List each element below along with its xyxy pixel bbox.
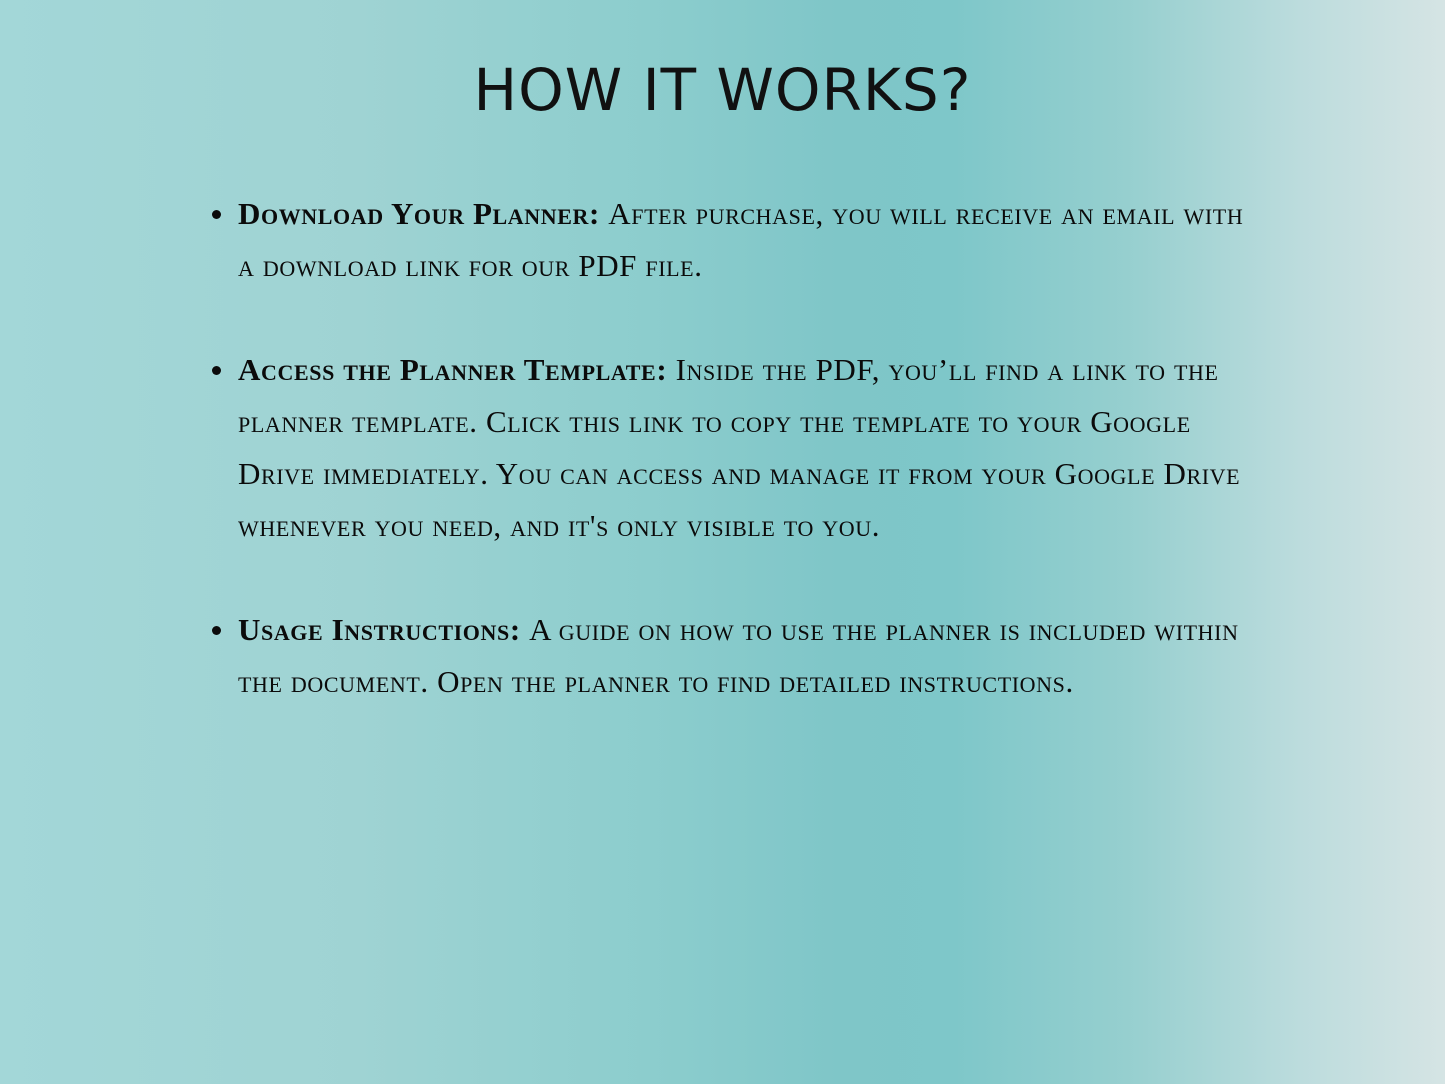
item-text: After purchase, you will receive an email with a download link for our PDF file.	[238, 196, 1244, 283]
bullet-icon	[212, 366, 221, 375]
item-text: A guide on how to use the planner is included within the document. Open the planner to find detailed instructions.	[238, 612, 1239, 699]
list-item-download	[210, 188, 1260, 292]
bullet-icon	[212, 626, 221, 635]
item-lead: Usage Instructions:	[238, 612, 530, 647]
page-title: HOW IT WORKS?	[473, 56, 972, 124]
item-text: Inside the PDF, you’ll find a link to the planner template. Click this link to copy the template to your Google Drive immediately. You can access and manage it from your Google Drive whenever you need, and it's only visible to you.	[238, 352, 1241, 543]
list-item-access-template	[210, 344, 1260, 552]
item-lead: Access the Planner Template:	[238, 352, 676, 387]
bullet-icon	[212, 210, 221, 219]
item-lead: Download Your Planner:	[238, 196, 609, 231]
steps-list	[210, 188, 1260, 760]
list-item-usage-instructions	[210, 604, 1260, 708]
